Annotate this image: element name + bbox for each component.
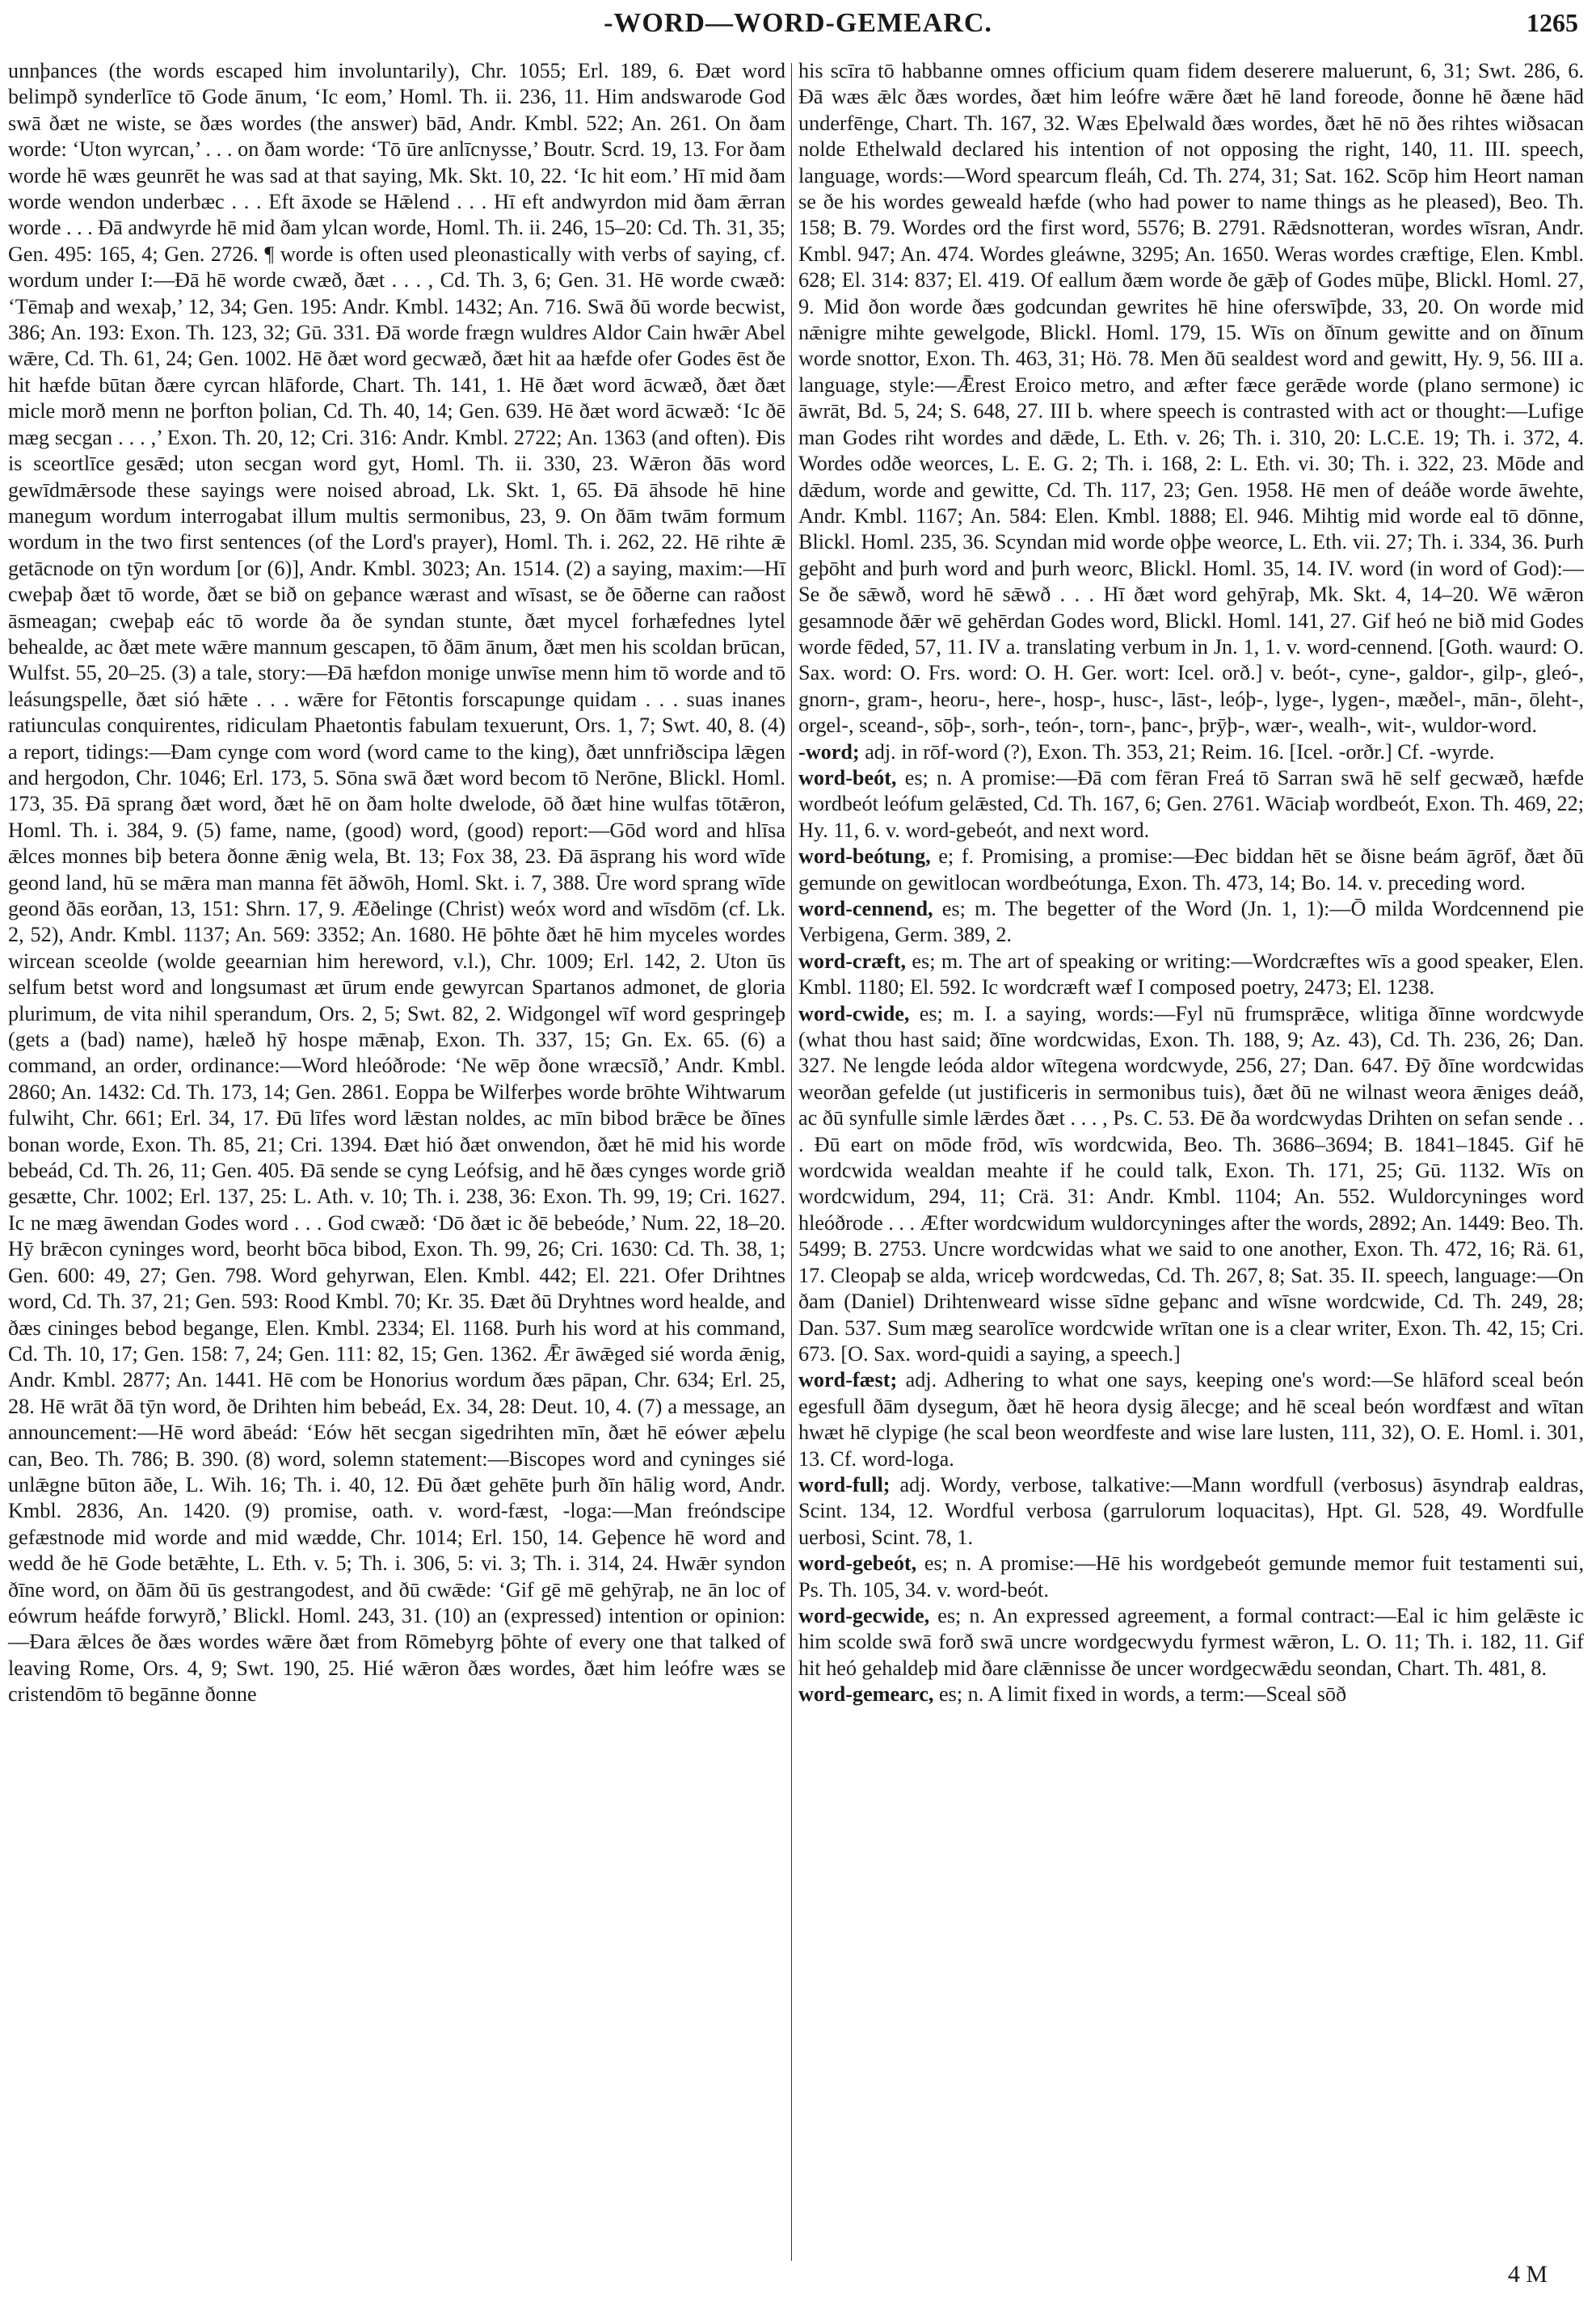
entry-definition: adj. Adhering to what one says, keeping one's word:—Se hlāford sceal beón egesfull ðām dysegum, ðæt hē heora dysig ālecge; and hē sceal beón wordfæst and wītan hwæt hē clypige (he scal beon weordfeste and wise lare lusten, 111, 32), O. E. Homl. i. 301, 13. Cf. word-loga. [798,1368,1584,1471]
entry-word-continuation: unnþances (the words escaped him involuntarily), Chr. 1055; Erl. 189, 6. Ðæt word belimpð synderlīce tō Gode ānum, ‘Ic eom,’ Homl. Th. ii. 236, 11. Him andswarode God swā ðæt ne wiste, se ðæs wordes (the answer) bād, Andr. Kmbl. 522; An. 261. On ðam worde: ‘Uton wyrcan,’ . . . on ðam worde: ‘Tō ūre anlīcnysse,’ Boutr. Scrd. 19, 13. For ðam worde hē wæs geunrēt he was sad at that saying, Mk. Skt. 10, 22. ‘Ic hit eom.’ Hī mid ðam worde wendon underbæc . . . Eft āxode se Hǣlend . . . Hī eft andwyrdon mid ðam ǣrran worde . . . Ðā andwyrde hē mid ðam ylcan worde, Homl. Th. ii. 246, 15–20: Cd. Th. 31, 35; Gen. 495: 165, 4; Gen. 2726. ¶ worde is often used pleonastically with verbs of saying, cf. wordum under I:—Ðā hē worde cwæð, ðæt . . . , Cd. Th. 3, 6; Gen. 31. Hē worde cwæð: ‘Tēmaþ and wexaþ,’ 12, 34; Gen. 195: Andr. Kmbl. 1432; An. 716. Swā ðū worde becwist, 386; An. 193: Exon. Th. 123, 32; Gū. 331. Ðā worde frægn wuldres Aldor Cain hwǣr Abel wǣre, Cd. Th. 61, 24; Gen. 1002. Hē ðæt word gecwæð, ðæt hit aa hæfde ofer Godes ēst ðe hit hæfde būtan ðære cyrcan hlāforde, Chart. Th. 141, 1. Hē ðæt word ācwæð, ðæt ðæt micle morð menn ne þorfton þolian, Cd. Th. 40, 14; Gen. 639. Hē ðæt word ācwæð: ‘Ic ðē mæg secgan . . . ,’ Exon. Th. 20, 12; Cri. 316: Andr. Kmbl. 2722; An. 1363 (and often). Ðis is sceortlīce gesǣd; uton secgan word gyt, Homl. Th. ii. 330, 23. Wǣron ðās word gewīdmǣrsode these sayings were noised abroad, Lk. Skt. 1, 65. Ðā āhsode hē hine manegum wordum interrogabat illum multis sermonibus, 23, 9. On ðām twām formum wordum in the two first sentences (of the Lord's prayer), Homl. Th. i. 262, 22. Hē rihte ǣ getācnode on tȳn wordum [or (6)], Andr. Kmbl. 3023; An. 1514. (2) a saying, maxim:—Hī cweþaþ ðæt tō worde, ðæt se bið on geþance wærast and wīsast, se ðe ōðerne can raðost āsmeagan; cweþaþ eác tō worde ða ðe syndan stunte, ðæt mycel forhæfednes lytel behealde, ac ðæt mete wǣre mannum gescapen, tō ðām ānum, ðæt men his scoldan brūcan, Wulfst. 55, 20–25. (3) a tale, story:—Ðā hæfdon monige unwīse menn him tō worde and tō leásungspelle, ðæt sió hǣte . . . wǣre for Fētontis forscapunge quidam . . . suas inanes ratiunculas conquirentes, ridiculam Phaetontis fabulam texuerunt, Ors. 1, 7; Swt. 40, 8. (4) a report, tidings:—Ðam cynge com word (word came to the king), ðæt unnfriðscipa lǣgen and hergodon, Chr. 1046; Erl. 173, 5. Sōna swā ðæt word becom tō Nerōne, Blickl. Homl. 173, 35. Ðā sprang ðæt word, ðæt hē on ðam holte dwelode, ōð ðæt hine wulfas tōtǣron, Homl. Th. i. 384, 9. (5) fame, name, (good) word, (good) report:—Gōd word and hlīsa ǣlces monnes biþ betera ðonne ǣnig wela, Bt. 13; Fox 38, 23. Ðā āsprang his word wīde geond land, hū se mǣra man manna fēt āðwōh, Homl. Skt. i. 7, 388. Ūre word sprang wīde geond ðās eorðan, 13, 151: Shrn. 17, 9. Æðelinge (Christ) weóx word and wīsdōm (cf. Lk. 2, 52), Andr. Kmbl. 1137; An. 569: 3352; An. 1680. Hē þōhte ðæt hē him myceles wordes wircean sceolde (wolde geearnian him hereword, v.l.), Chr. 1009; Erl. 142, 2. Uton ūs selfum betst word and longsumast æt ūrum ende gewyrcan Spartanos admonet, de gloria plurimum, de vita nihil sperandum, Ors. 2, 5; Swt. 82, 2. Widgongel wīf word gespringeþ (gets a (bad) name), hæleð hȳ hospe mǣnaþ, Exon. Th. 337, 15; Gn. Ex. 65. (6) a command, an order, ordinance:—Word hleóðrode: ‘Ne wēp ðone wræcsīð,’ Andr. Kmbl. 2860; An. 1432: Cd. Th. 173, 14; Gen. 2861. Eoppa be Wilferþes worde brōhte Wihtwarum fulwiht, Chr. 661; Erl. 34, 17. Ðū līfes word lǣstan noldes, ac mīn bibod brǣce be ðīnes bonan worde, Exon. Th. 85, 21; Cri. 1394. Ðæt hió ðæt onwendon, ðæt hē mid his worde bebeád, Cd. Th. 26, 11; Gen. 405. Ðā sende se cyng Leófsig, and hē ðæs cynges worde grið gesætte, Chr. 1002; Erl. 137, 25: L. Ath. v. 10; Th. i. 238, 36: Exon. Th. 99, 19; Cri. 1627. Ic ne mæg āwendan Godes word . . . God cwæð: ‘Dō ðæt ic ðē bebeóde,’ Num. 22, 18–20. Hȳ brǣcon cyninges word, beorht bōca bibod, Exon. Th. 99, 26; Cri. 1630: Cd. Th. 38, 1; Gen. 600: 49, 27; Gen. 798. Word gehyrwan, Elen. Kmbl. 442; El. 221. Ofer Drihtnes word, Cd. Th. 37, 21; Gen. 593: Rood Kmbl. 70; Kr. 35. Ðæt ðū Dryhtnes word healde, and ðæs cininges bebod begange, Elen. Kmbl. 2334; El. 1168. Þurh his word at his command, Cd. Th. 10, 17; Gen. 158: 7, 24; Gen. 111: 82, 15; Gen. 1362. Ǣr āwǣged sié worda ǣnig, Andr. Kmbl. 2877; An. 1441. Hē com be Honorius wordum ðæs pāpan, Chr. 634; Erl. 25, 28. Hē wrāt ðā tȳn word, ðe Drihten him bebeád, Ex. 34, 28: Deut. 10, 4. (7) a message, an announcement:—Hē word ābeád: ‘Eów hēt secgan sigedrihten mīn, ðæt hē eówer æþelu can, Beo. Th. 786; B. 390. (8) word, solemn statement:—Biscopes word and cyninges sié unlǣgne būton āðe, L. Wih. 16; Th. i. 40, 12. Ðū ðæt gehēte þurh ðīn hālig word, Andr. Kmbl. 2836, An. 1420. (9) promise, oath. v. word-fæst, -loga:—Man freóndscipe gefæstnode mid worde and mid wædde, Chr. 1014; Erl. 150, 14. Geþence hē word and wedd ðe hē Gode betǣhte, L. Eth. v. 5; Th. i. 306, 5: vi. 3; Th. i. 314, 24. Hwǣr syndon ðīne word, on ðām ðū ūs gestrangodest, and ðū cwǣde: ‘Gif gē mē gehȳraþ, ne ān loc of eówrum heáfde forwyrð,’ Blickl. Homl. 243, 31. (10) an (expressed) intention or opinion:—Ðara ǣlces ðe ðæs wordes wǣre ðæt from Rōmebyrg þōhte of every one that talked of leaving Rome, Ors. 4, 9; Swt. 190, 25. Hié wǣron ðæs wordes, ðæt him leófre wæs se cristendōm tō begānne ðonne [8,59,786,1707]
page-number: 1265 [1527,8,1578,37]
entry-definition: es; m. I. a saying, words:—Fyl nū frumsprǣce, wlitiga ðīnne wordcwyde (what thou hast said; ðīne wordcwidas, Exon. Th. 188, 9; Az. 43), Cd. Th. 236, 26; Dan. 327. Ne lengde leóda aldor wītegena wordcwyde, 256, 27; Dan. 647. Ðȳ ðīne wordcwidas weorðan gefelde (ut justificeris in sermonibus tuis), ðæt ðū ne wilnast weora ǣniges deáð, ac ðū synfulle simle lǣrdes ðæt . . . , Ps. C. 53. Ðē ða wordcwydas Drihten on sefan sende . . . Ðū eart on mōde frōd, wīs wordcwida, Beo. Th. 3686–3694; B. 1841–1845. Gif hē wordcwida wealdan meahte if he could talk, Exon. Th. 171, 25; Gū. 1132. Wīs on wordcwidum, 294, 11; Crä. 31: Andr. Kmbl. 1104; An. 552. Wuldorcyninges word hleóðrode . . . Æfter wordcwidum wuldorcyninges after the words, 2892; An. 1449: Beo. Th. 5499; B. 2753. Uncre wordcwidas what we said to one another, Exon. Th. 472, 16; Rä. 61, 17. Cleopaþ se alda, wriceþ wordcwedas, Cd. Th. 267, 8; Sat. 35. II. speech, language:—On ðam (Daniel) Drihtenweard wisse sīdne geþanc and wīsne wordcwide, Cd. Th. 249, 28; Dan. 537. Sum mæg searolīce wordcwide wrītan one is a clear writer, Exon. Th. 42, 15; Cri. 673. [O. Sax. word-quidi a saying, a speech.] [798,1001,1584,1366]
running-title: -WORD—WORD-GEMEARC. [604,8,992,38]
dictionary-entry [798,844,1584,896]
entry-definition: es; n. A promise:—Hē his wordgebeót gemunde memor fuit testamenti sui, Ps. Th. 105, 34. v. word-beót. [798,1551,1584,1602]
dictionary-entry [798,1682,1584,1707]
column-divider [791,63,792,2261]
entry-definition: es; n. A limit fixed in words, a term:—Sceal sōð [933,1682,1347,1707]
entry-headword: word-cræft, [798,949,907,973]
entry-headword: word-gecwide, [798,1603,930,1627]
entry-headword: word-beótung, [798,844,931,869]
signature-mark: 4 M [1507,2261,1548,2288]
right-column [798,58,1584,1708]
entry-headword: word-gemearc, [798,1682,934,1707]
entry-word-continuation-right: his scīra tō habbanne omnes officium quam fidem deserere maluerunt, 6, 31; Swt. 286, 6. Ðā wæs ǣlc ðæs wordes, ðæt him leófre wǣre ðæt hē land foreode, ðonne hē ðæne hād underfēnge, Chart. Th. 167, 32. Wæs Eþelwald ðæs wordes, ðæt hē nō ðes rihtes wiðsacan nolde Ethelwald declared his intention of not opposing the right, 140, 11. III. speech, language, words:—Word spearcum fleáh, Cd. Th. 274, 31; Sat. 162. Scōp him Heort naman se ðe his wordes geweald hæfde (who had power to name things as he pleased), Beo. Th. 158; B. 79. Wordes ord the first word, 5576; B. 2791. Rǣdsnotteran, wordes wīsran, Andr. Kmbl. 947; An. 474. Wordes gleáwne, 3295; An. 1650. Weras wordes cræftige, Elen. Kmbl. 628; El. 314: 837; El. 419. Of eallum ðæm worde ðe gǣþ of Godes mūþe, Blickl. Homl. 27, 9. Mid ðon worde ðæs godcundan gewrites hē hine oferswīþde, 33, 20. On worde mid nǣnigre mihte gewelgode, Blickl. Homl. 179, 15. Wīs on ðīnum gewitte and on ðīnum worde snottor, Exon. Th. 463, 31; Hö. 78. Men ðū sealdest word and gewitt, Hy. 9, 56. III a. language, style:—Ǣrest Eroico metro, and æfter fæce gerǣde worde (plano sermone) ic āwrāt, Bd. 5, 24; S. 648, 27. III b. where speech is contrasted with act or thought:—Lufige man Godes riht wordes and dǣde, L. Eth. v. 26; Th. i. 310, 20: L.C.E. 19; Th. i. 372, 4. Wordes odðe weorces, L. E. G. 2; Th. i. 168, 2: L. Eth. vi. 30; Th. i. 322, 23. Mōde and dǣdum, worde and gewitte, Cd. Th. 117, 23; Gen. 1958. Hē men of deáðe worde āwehte, Andr. Kmbl. 1167; An. 584: Elen. Kmbl. 1888; El. 946. Mihtig mid worde eal tō dōnne, Blickl. Homl. 235, 36. Scyndan mid worde oþþe weorce, L. Eth. vii. 27; Th. i. 334, 36. Þurh geþōht and þurh word and þurh weorc, Blickl. Homl. 35, 14. IV. word (in word of God):—Se ðe sǣwð, word hē sǣwð . . . Hī ðæt word gehȳraþ, Mk. Skt. 4, 14–20. Wē wǣron gesamnode ðǣr wē gehērdan Godes word, Blickl. Homl. 141, 27. Gif heó ne bið mid Godes worde fēded, 57, 11. IV a. translating verbum in Jn. 1, 1. v. word-cennend. [Goth. waurd: O. Sax. word: O. Frs. word: O. H. Ger. wort: Icel. orð.] v. beót-, cyne-, galdor-, gilp-, gleó-, gnorn-, gram-, heoru-, here-, hosp-, husc-, lāst-, leóþ-, lyge-, lygen-, mæðel-, mān-, ōleht-, orgel-, sceand-, sōþ-, sorh-, teón-, torn-, þanc-, þrȳþ-, wær-, wealh-, wit-, wuldor-word. [798,59,1584,738]
entry-headword: -word; [798,739,860,764]
entry-definition: es; n. An expressed agreement, a formal contract:—Eal ic him gelǣste ic him scolde swā forð swā uncre wordgecwydu fyrmest wǣron, L. O. 11; Th. i. 182, 11. Gif hit heó gehaldeþ mid ðare clǣnnisse ðe uncer wordgecwǣdu seondan, Chart. Th. 481, 8. [798,1603,1584,1680]
dictionary-entry [798,739,1584,765]
entry-headword: word-cwide, [798,1001,910,1025]
entry-headword: word-cennend, [798,897,933,920]
page-header [0,8,1596,48]
dictionary-entry [798,765,1584,844]
entry-headword: word-full; [798,1472,891,1496]
entry-definition: es; m. The art of speaking or writing:—Wordcræftes wīs a good speaker, Elen. Kmbl. 1180; El. 592. Ic wordcræft wæf I composed poetry, 2473; El. 1238. [798,949,1584,1000]
left-column [8,58,785,1708]
dictionary-entry [798,1472,1584,1551]
entry-headword: word-gebeót, [798,1551,917,1576]
dictionary-entry [798,1603,1584,1682]
dictionary-entry [798,896,1584,949]
entry-definition: e; f. Promising, a promise:—Ðec biddan hēt se ðisne beám āgrōf, ðæt ðū gemunde on gewitlocan wordbeótunga, Exon. Th. 473, 14; Bo. 14. v. preceding word. [798,844,1584,895]
dictionary-entry [798,949,1584,1001]
dictionary-entry [798,1551,1584,1603]
dictionary-entry [798,1367,1584,1472]
entry-definition: adj. Wordy, verbose, talkative:—Mann wordfull (verbosus) āsyndraþ ealdras, Scint. 134, 12. Wordful verbosa (garrulorum loquacitas), Hpt. Gl. 528, 49. Wordfulle uerbosi, Scint. 78, 1. [798,1472,1584,1549]
entry-definition: adj. in rōf-word (?), Exon. Th. 353, 21; Reim. 16. [Icel. -orðr.] Cf. -wyrde. [859,739,1495,764]
entry-headword: word-fæst; [798,1368,898,1392]
entry-definition: es; m. The begetter of the Word (Jn. 1, 1):—Ō milda Wordcennend pie Verbigena, Germ. 389, 2. [798,897,1584,947]
dictionary-entry [798,1001,1584,1368]
entry-definition: es; n. A promise:—Ðā com fēran Freá tō Sarran swā hē self gecwæð, hæfde wordbeót leófum gelǣsted, Cd. Th. 167, 6; Gen. 2761. Wāciaþ wordbeót, Exon. Th. 469, 22; Hy. 11, 6. v. word-gebeót, and next word. [798,765,1584,842]
entry-headword: word-beót, [798,765,897,789]
dictionary-entries [798,739,1584,1708]
